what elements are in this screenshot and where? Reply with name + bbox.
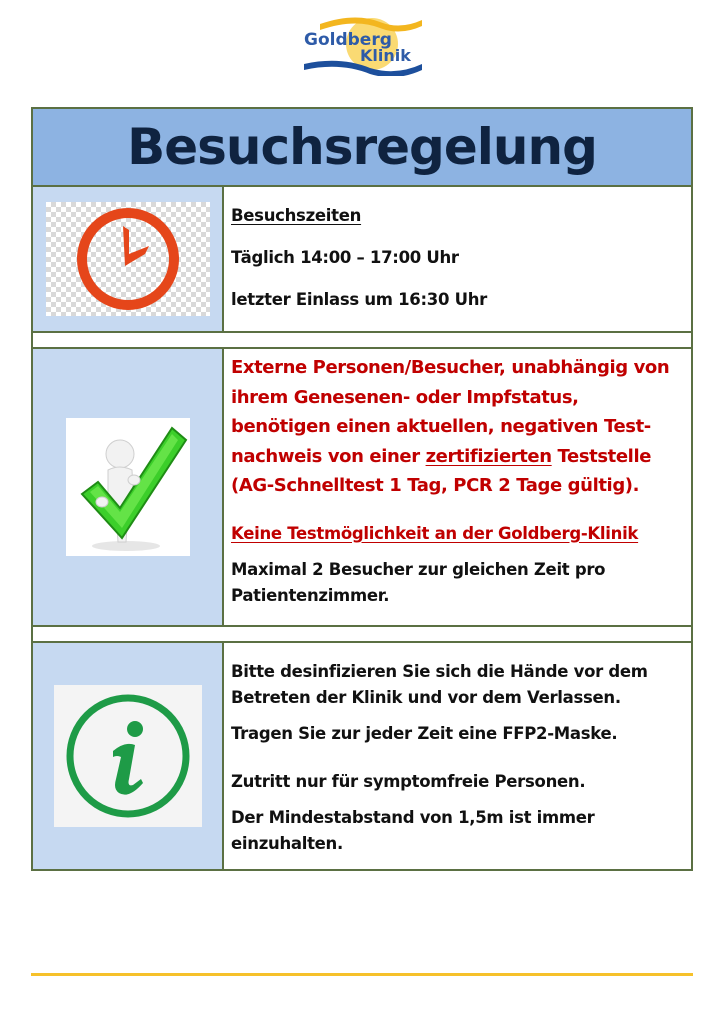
visiting-hours-row bbox=[33, 187, 691, 333]
visitor-rules-table bbox=[31, 107, 693, 871]
checkmark-figure-image bbox=[66, 418, 190, 556]
visiting-hours-heading: Besuchszeiten bbox=[231, 206, 362, 225]
test-requirement-text bbox=[224, 349, 691, 625]
distance-rule: Der Mindestabstand von 1,5m ist immer einzuhalten. bbox=[231, 808, 595, 853]
hygiene-info-text bbox=[224, 643, 691, 869]
checkmark-figure-icon bbox=[68, 420, 188, 554]
last-entry-time: letzter Einlass um 16:30 Uhr bbox=[231, 290, 487, 309]
goldberg-klinik-logo bbox=[300, 12, 424, 76]
max-visitors-rule: Maximal 2 Besucher zur gleichen Zeit pro Patientenzimmer. bbox=[231, 559, 606, 605]
hygiene-info-row bbox=[33, 643, 691, 869]
clock-icon bbox=[73, 204, 183, 314]
test-requirement-warning bbox=[231, 353, 681, 501]
page-title: Besuchsregelung bbox=[127, 118, 597, 176]
disinfect-hands-rule: Bitte desinfizieren Sie sich die Hände vor dem Betreten der Klinik und vor dem Verlassen. bbox=[231, 662, 648, 707]
symptom-free-rule: Zutritt nur für symptomfreie Personen. bbox=[231, 772, 586, 791]
footer-divider bbox=[31, 973, 693, 976]
warning-text-part2: Teststelle (AG-Schnelltest 1 Tag, PCR 2 Tage gültig). bbox=[231, 445, 652, 496]
no-testing-notice: Keine Testmöglichkeit an der Goldberg-Klinik bbox=[231, 523, 639, 543]
visiting-hours-text bbox=[224, 187, 691, 331]
row-spacer bbox=[33, 627, 691, 643]
visiting-hours-time: Täglich 14:00 – 17:00 Uhr bbox=[231, 248, 459, 267]
row-spacer bbox=[33, 333, 691, 349]
logo-text-klinik: Klinik bbox=[360, 46, 411, 65]
info-icon bbox=[63, 691, 193, 821]
clock-image bbox=[46, 202, 210, 316]
ffp2-mask-rule: Tragen Sie zur jeder Zeit eine FFP2-Maske. bbox=[231, 724, 618, 743]
warning-text-part1: Externe Personen/Besucher, unabhängig von ihrem Genesenen- oder Impfstatus, benötigen einen aktuellen, negativen Test-nachweis von einer bbox=[231, 357, 670, 467]
title-banner bbox=[33, 109, 691, 187]
warning-emphasis-certified: zertifizierten bbox=[425, 445, 552, 467]
icon-cell bbox=[33, 187, 224, 331]
logo-graphic bbox=[300, 12, 424, 76]
info-image bbox=[54, 685, 202, 827]
icon-cell bbox=[33, 349, 224, 625]
icon-cell bbox=[33, 643, 224, 869]
test-requirement-row bbox=[33, 349, 691, 627]
logo-text-goldberg: Goldberg bbox=[304, 30, 392, 50]
